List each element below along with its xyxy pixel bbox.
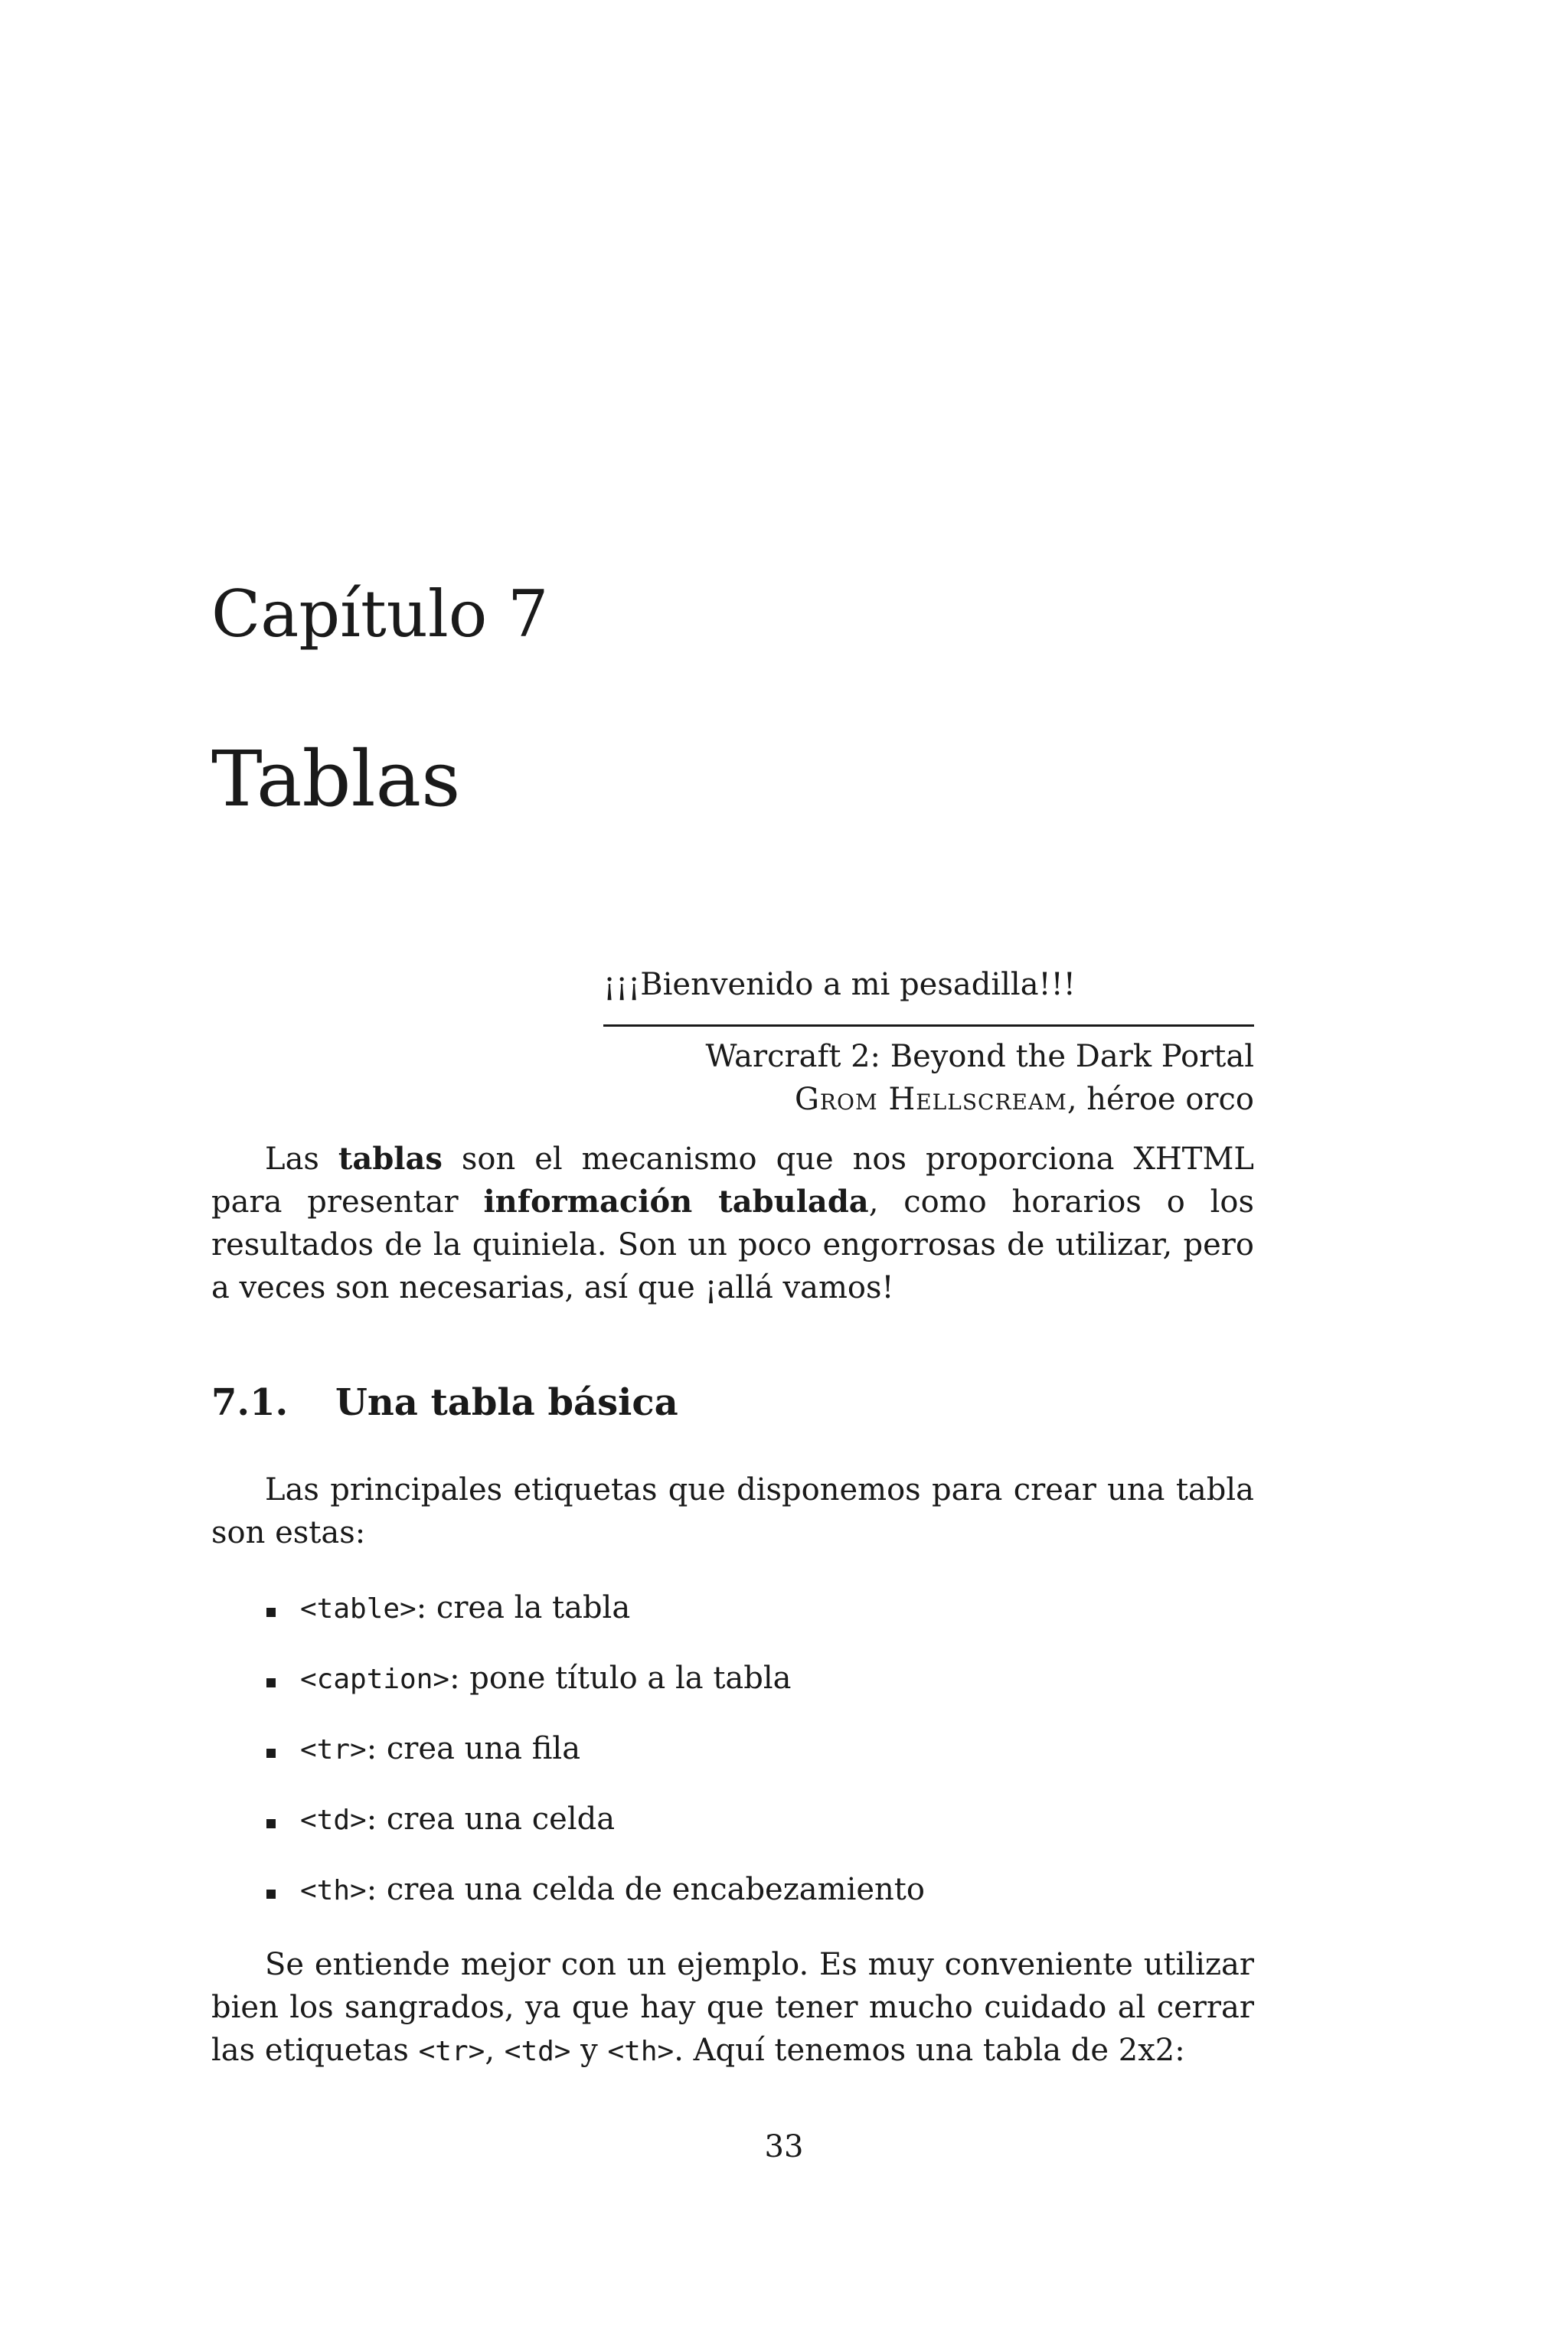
list-item-desc: : crea una celda de encabezamiento (366, 1872, 925, 1907)
epigraph-author-line (706, 1078, 1254, 1121)
list-item-tag: <table> (300, 1593, 416, 1625)
closing-text-2: , (485, 2033, 505, 2068)
section-number: 7.1. (211, 1381, 289, 1424)
closing-text-3: y (570, 2033, 608, 2068)
list-item-tag: <td> (300, 1805, 367, 1836)
list-item (265, 1657, 1254, 1700)
chapter-label: Capítulo 7 (211, 577, 549, 652)
bullet-square-icon (266, 1749, 276, 1758)
epigraph-source (706, 1035, 1254, 1121)
section-heading (211, 1383, 678, 1423)
intro-text-3: , como horarios o los resultados de la quiniela. Son un poco engorrosas de utilizar, pero a veces son necesarias, así que ¡allá vamos! (211, 1184, 1254, 1305)
closing-text-1: Se entiende mejor con un ejemplo. Es muy conveniente utilizar bien los sangrados, ya que hay que tener mucho cuidado al cerrar las etiquetas (211, 1947, 1254, 2068)
section-intro-block (211, 1468, 1254, 1554)
list-item-desc: : crea una celda (366, 1802, 616, 1837)
epigraph-quote: ¡¡¡Bienvenido a mi pesadilla!!! (603, 967, 1076, 1002)
list-item-tag: <tr> (300, 1734, 367, 1766)
epigraph-rule (603, 1024, 1254, 1027)
epigraph-author-role: , héroe orco (1067, 1082, 1254, 1117)
closing-text-4: . Aquí tenemos una tabla de 2x2: (674, 2033, 1185, 2068)
section-title: Una tabla básica (335, 1381, 678, 1424)
list-item-tag: <th> (300, 1875, 367, 1906)
list-item-desc: : pone título a la tabla (449, 1661, 792, 1696)
closing-paragraph (211, 1943, 1254, 2073)
list-item (265, 1798, 1254, 1841)
page-number: 33 (764, 2129, 804, 2164)
intro-paragraph-block (211, 1138, 1254, 1309)
bullet-square-icon (266, 1890, 276, 1899)
intro-bold-informacion: información tabulada (483, 1184, 869, 1220)
bullet-square-icon (266, 1819, 276, 1828)
list-item-desc: : crea una fila (366, 1731, 581, 1766)
epigraph-source-work: Warcraft 2: Beyond the Dark Portal (705, 1039, 1254, 1074)
closing-paragraph-block (211, 1943, 1254, 2073)
closing-code-th: <th> (607, 2036, 675, 2067)
list-item-desc: : crea la tabla (416, 1590, 631, 1625)
section-intro-paragraph: Las principales etiquetas que disponemos para crear una tabla son estas: (211, 1472, 1254, 1550)
chapter-title: Tablas (211, 734, 461, 824)
list-item (265, 1868, 1254, 1911)
list-item (265, 1727, 1254, 1770)
intro-text-2: son el mecanismo que nos proporciona XHTML para presentar (211, 1142, 1254, 1220)
bullet-square-icon (266, 1678, 276, 1687)
list-item (265, 1586, 1254, 1629)
bullet-square-icon (266, 1608, 276, 1617)
intro-paragraph (211, 1138, 1254, 1309)
tags-list (265, 1586, 1254, 1939)
closing-code-td: <td> (504, 2036, 571, 2067)
intro-text-1: Las (265, 1142, 338, 1177)
closing-code-tr: <tr> (418, 2036, 485, 2067)
list-item-tag: <caption> (300, 1664, 450, 1695)
epigraph-author-name: Grom Hellscream (794, 1082, 1067, 1117)
intro-bold-tablas: tablas (338, 1141, 443, 1177)
